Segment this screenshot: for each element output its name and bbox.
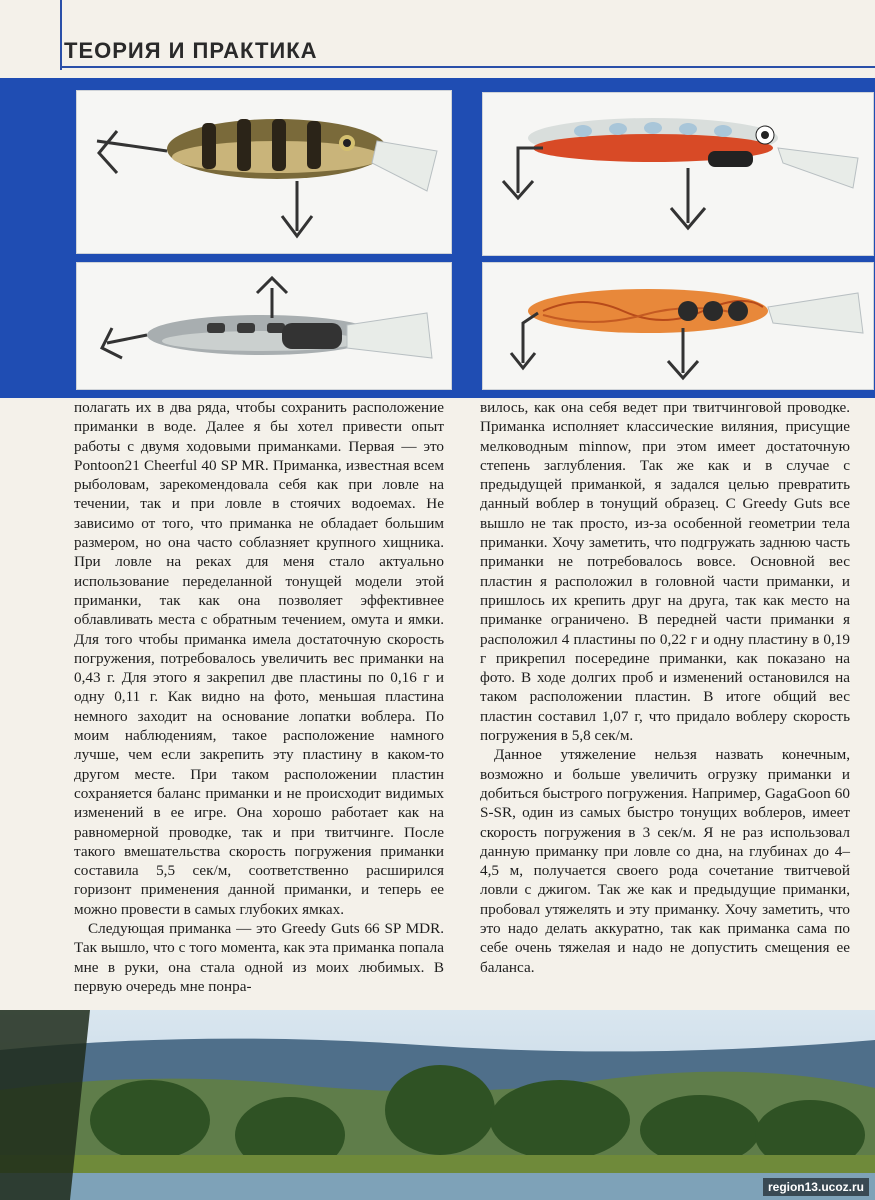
article-paragraph: вилось, как она себя ведет при твитчинговой проводке. Приманка исполняет классические виляния, присущие мелководным minnow, при этом имеет достаточную степень заглубления. Так же как и в случае с предыдущей приманкой, я задался целью превратить данный воблер в тонущий образец. С Greedy Guts все вышло не так просто, из-за особенной геометрии тела приманки. Хочу заметить, что подгружать заднюю часть приманки не потребовалось вовсе. Основной вес пластин я расположил в головной части приманки, и пришлось их крепить друг на друга, так как место на приманке ограничено. В передней части приманки я расположил 4 пластины по 0,22 г и одну пластину в 0,19 г прикрепил посередине приманки, как показано на фото. В ходе долгих проб и изменений остановился на таком расположении пластин. В итоге общий вес пластин составил 1,07 г, что придало воблеру скорость погружения в 5,8 сек/м.: [480, 399, 850, 745]
river-landscape-photo: [0, 1010, 875, 1200]
fishing-lure-image: [483, 263, 873, 389]
site-watermark: region13.ucoz.ru: [763, 1178, 869, 1196]
article-paragraph: Данное утяжеление нельзя назвать конечным, возможно и больше увеличить огрузку приманки и добиться быстрого погружения. Например, GagaGoon 60 S-SR, один из самых быстро тонущих воблеров, имеет скорость погружения в 3 сек/м. Я не раз использовал данную приманку при ловле со дна, на глубинах до 4–4,5 м, получается своего рода сочетание твитчевой ловли с джигом. Так же как и предыдущие приманки, пробовал утяжелять и эту приманку. Хочу заметить, что это надо делать аккуратно, так как приманка сама по себе очень тяжелая и надо не допустить смещения ее баланса.: [480, 746, 850, 976]
section-title: ТЕОРИЯ И ПРАКТИКА: [64, 38, 318, 63]
fishing-lure-image: [77, 91, 451, 253]
lure-photo-silver-red: [482, 92, 874, 256]
article-paragraph: Следующая приманка — это Greedy Guts 66 SP MDR. Так вышло, что с того момента, как эта приманка попала мне в руки, она стала одной из моих любимых. В первую очередь мне понра-: [74, 920, 444, 995]
fishing-lure-image: [77, 263, 451, 389]
article-column-left: [74, 398, 444, 996]
fishing-lure-image: [483, 93, 873, 255]
lure-photo-orange-weights: [482, 262, 874, 390]
article-column-right: [480, 398, 850, 977]
lure-photo-with-weights: [76, 262, 452, 390]
landscape-image: [0, 1010, 875, 1200]
article-paragraph: полагать их в два ряда, чтобы сохранить расположение приманки в воде. Далее я бы хотел привести опыт работы с двумя ходовыми приманками. Первая — это Pontoon21 Cheerful 40 SP MR. Приманка, известная всем рыболовам, зарекомендовала себя как при ловле на течении, так и при ловле в стоячих водоемах. Не зависимо от того, что приманка не обладает большим размером, но она часто соблазняет крупного хищника. При ловле на реках для меня стало актуально использование переделанной тонущей модели этой приманки, так как она позволяет эффективнее облавливать места с обратным течением, омута и ямки. Для того чтобы приманка имела достаточную скорость погружения, потребовалось увеличить вес приманки на 0,43 г. Для этого я закрепил две пластины по 0,16 г и одну 0,11 г. Как видно на фото, меньшая пластина немного заходит на основание лопатки воблера. По моим наблюдениям, такое расположение намного лучше, чем если закрепить эту пластину в каком-то другом месте. При таком расположении пластин сохраняется баланс приманки и не происходит видимых изменений в ее игре. Она хорошо работает как на равномерной проводке, так и при твитчинге. После такого вмешательства скорость погружения приманки составила 5,5 сек/м, соответственно расширился горизонт применения данной приманки, и теперь ее можно провести в самых глубоких ямках.: [74, 399, 444, 918]
lure-photo-perch-pattern: [76, 90, 452, 254]
